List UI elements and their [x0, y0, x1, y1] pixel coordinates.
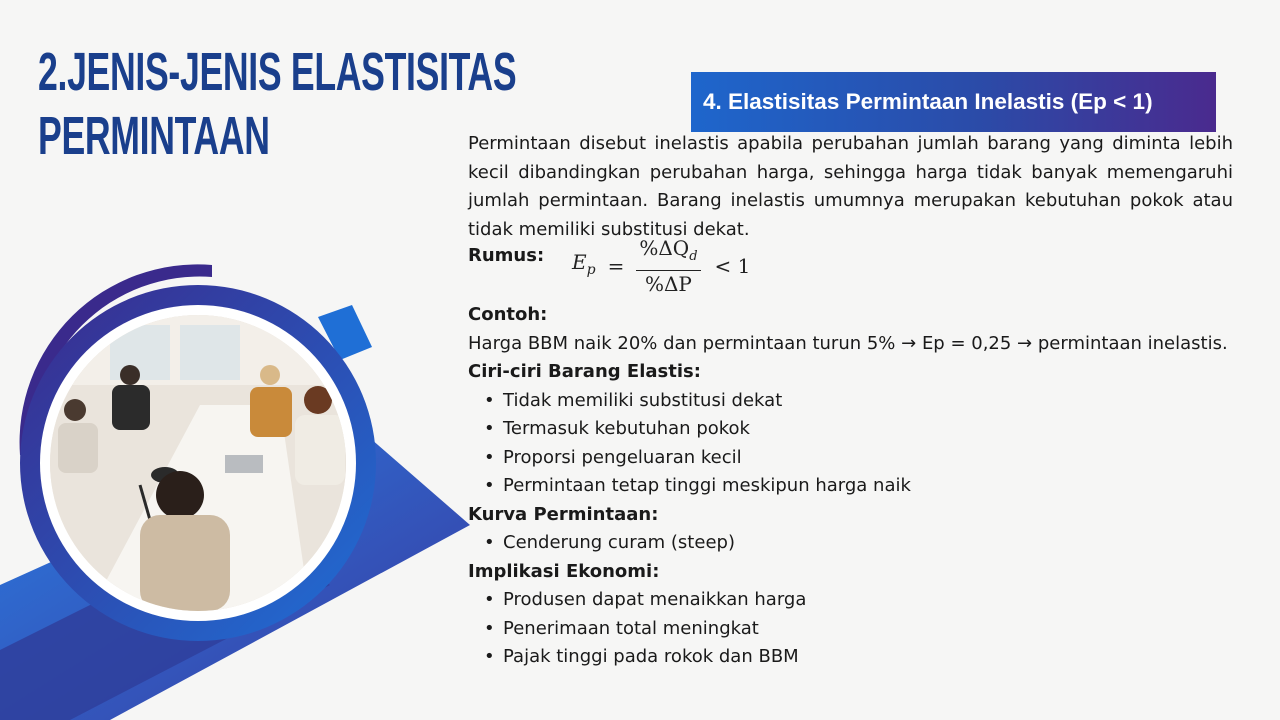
- kurva-list: [468, 529, 1233, 558]
- kurva-label: Kurva Permintaan:: [468, 503, 659, 525]
- contoh-text: Harga BBM naik 20% dan permintaan turun 5% → Ep = 0,25 → permintaan inelastis.: [468, 332, 1228, 354]
- formula-lhs: $E_p$: [572, 249, 596, 278]
- formula-relation: < 1: [714, 253, 751, 278]
- definition-paragraph: Permintaan disebut inelastis apabila perubahan jumlah barang yang diminta lebih kecil dibandingkan perubahan harga, sehingga harga tidak banyak memengaruhi jumlah permintaan. Barang inelastis umumnya merupakan kebutuhan pokok atau tidak memiliki substitusi dekat.: [468, 133, 1233, 240]
- slide-content: [468, 130, 1233, 672]
- formula-denominator: %ΔP: [644, 272, 692, 296]
- list-item: • Produsen dapat menaikkan harga: [484, 586, 1233, 615]
- rumus-label: Rumus:: [468, 245, 545, 266]
- ciri-label: Ciri-ciri Barang Elastis:: [468, 361, 701, 382]
- formula-equals: =: [607, 253, 625, 278]
- ciri-list: [468, 387, 1233, 501]
- list-item: • Permintaan tetap tinggi meskipun harga naik: [484, 472, 1233, 501]
- list-item: • Tidak memiliki substitusi dekat: [484, 387, 1233, 416]
- section-header: 4. Elastisitas Permintaan Inelastis (Ep < 1): [691, 72, 1216, 132]
- formula-numerator: $\%\Delta Q_d$: [636, 235, 700, 271]
- office-meeting-photo: [50, 315, 346, 611]
- list-item: • Termasuk kebutuhan pokok: [484, 415, 1233, 444]
- list-item: • Pajak tinggi pada rokok dan BBM: [484, 643, 1233, 672]
- formula-fraction: [636, 235, 700, 297]
- list-item: • Cenderung curam (steep): [484, 529, 1233, 558]
- formula-row: [468, 236, 1233, 301]
- slide-title: [38, 40, 517, 168]
- list-item: • Proporsi pengeluaran kecil: [484, 444, 1233, 473]
- contoh-label: Contoh:: [468, 304, 548, 325]
- slide-title-line-2: PERMINTAAN: [38, 106, 270, 166]
- implikasi-list: [468, 586, 1233, 672]
- implikasi-label: Implikasi Ekonomi:: [468, 560, 660, 582]
- list-item: • Penerimaan total meningkat: [484, 615, 1233, 644]
- elasticity-formula: [572, 236, 750, 296]
- slide-title-line-1: 2.JENIS-JENIS ELASTISITAS: [38, 42, 517, 102]
